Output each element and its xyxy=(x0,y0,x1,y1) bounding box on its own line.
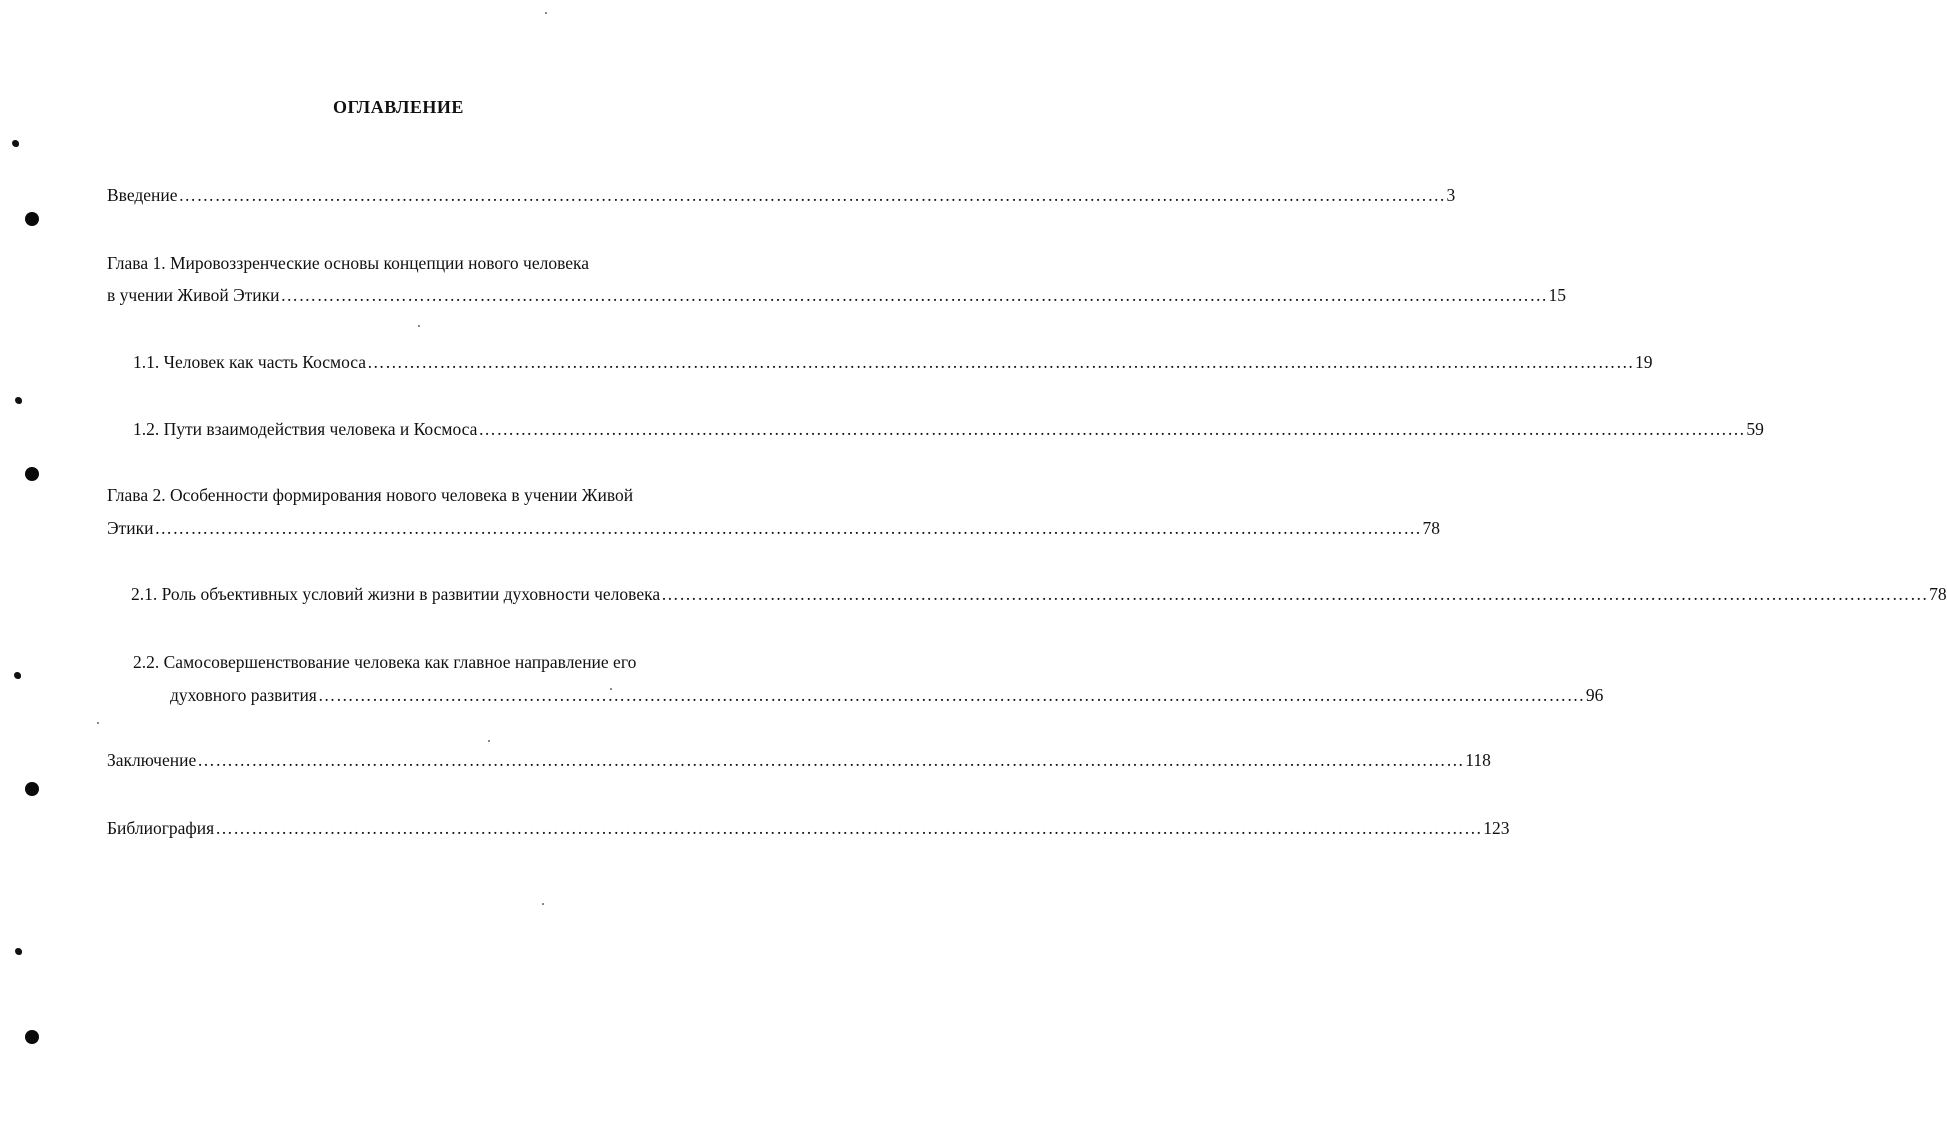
toc-entry-chapter2-line1 xyxy=(107,484,692,506)
toc-entry-title: 1.1. Человек как часть Космоса xyxy=(133,352,367,372)
toc-page-number: 96 xyxy=(1585,685,1604,705)
toc-page-number: 78 xyxy=(1422,518,1440,538)
toc-entry-title: Этики xyxy=(107,518,154,538)
toc-entry-chapter1-line1 xyxy=(107,252,679,274)
punch-hole xyxy=(25,212,39,226)
toc-page-number: 15 xyxy=(1548,285,1567,305)
scan-speck xyxy=(14,672,21,679)
scan-dust xyxy=(418,325,420,327)
scan-dust xyxy=(542,903,544,905)
toc-entry-title: духовного развития xyxy=(170,685,317,705)
scan-dust xyxy=(488,740,490,742)
scan-speck xyxy=(15,948,22,955)
toc-leader-dots: ………………………………………………………………………………………………………………………………………………………………………………………… xyxy=(178,185,1446,205)
toc-page-number: 78 xyxy=(1929,584,1947,604)
toc-leader-dots: ………………………………………………………………………………………………………………………………………………………………………………………… xyxy=(197,750,1465,770)
toc-entry-section-2-2 xyxy=(170,684,1604,706)
toc-page-number: 59 xyxy=(1746,419,1764,439)
toc-leader-dots: ………………………………………………………………………………………………………………………………………………………………………………………… xyxy=(367,352,1635,372)
page-title: ОГЛАВЛЕНИЕ xyxy=(333,97,464,117)
punch-hole xyxy=(25,782,39,796)
toc-entry-title-line1: Глава 2. Особенности формирования нового человека в учении Живой xyxy=(107,485,634,505)
toc-entry-section-2-2-line1 xyxy=(133,651,688,673)
toc-entry-conclusion xyxy=(107,749,1491,771)
toc-entry-title: Заключение xyxy=(107,750,197,770)
toc-leader-dots: ………………………………………………………………………………………………………………………………………………………………………………………… xyxy=(215,818,1483,838)
toc-entry-introduction xyxy=(107,184,1456,206)
toc-page-number: 118 xyxy=(1465,750,1491,770)
scan-dust xyxy=(545,12,547,14)
toc-page-number: 19 xyxy=(1635,352,1653,372)
toc-entry-section-2-1 xyxy=(131,583,1947,605)
toc-entry-title: 2.1. Роль объективных условий жизни в развитии духовности человека xyxy=(131,584,661,604)
punch-hole xyxy=(25,1030,39,1044)
scan-speck xyxy=(12,140,19,147)
toc-entry-section-1-2 xyxy=(133,418,1764,440)
toc-leader-dots: ………………………………………………………………………………………………………………………………………………………………………………………… xyxy=(280,285,1548,305)
toc-entry-title: Библиография xyxy=(107,818,215,838)
toc-entry-chapter1 xyxy=(107,284,1567,306)
toc-entry-section-1-1 xyxy=(133,351,1653,373)
toc-entry-title: Введение xyxy=(107,185,178,205)
toc-entry-bibliography xyxy=(107,817,1510,839)
toc-entry-title-line1: 2.2. Самосовершенствование человека как главное направление его xyxy=(133,652,637,672)
toc-leader-dots: ………………………………………………………………………………………………………………………………………………………………………………………… xyxy=(478,419,1746,439)
toc-entry-chapter2 xyxy=(107,517,1440,539)
toc-entry-title: 1.2. Пути взаимодействия человека и Космоса xyxy=(133,419,478,439)
toc-entry-title-line1: Глава 1. Мировоззренческие основы концепции нового человека xyxy=(107,253,590,273)
punch-hole xyxy=(25,467,39,481)
scan-dust xyxy=(97,722,99,724)
toc-page-number: 3 xyxy=(1446,185,1456,205)
toc-entry-title: в учении Живой Этики xyxy=(107,285,280,305)
toc-page-number: 123 xyxy=(1483,818,1510,838)
toc-leader-dots: ………………………………………………………………………………………………………………………………………………………………………………………… xyxy=(317,685,1585,705)
toc-leader-dots: ………………………………………………………………………………………………………………………………………………………………………………………… xyxy=(661,584,1929,604)
toc-leader-dots: ………………………………………………………………………………………………………………………………………………………………………………………… xyxy=(154,518,1422,538)
scan-speck xyxy=(15,397,22,404)
